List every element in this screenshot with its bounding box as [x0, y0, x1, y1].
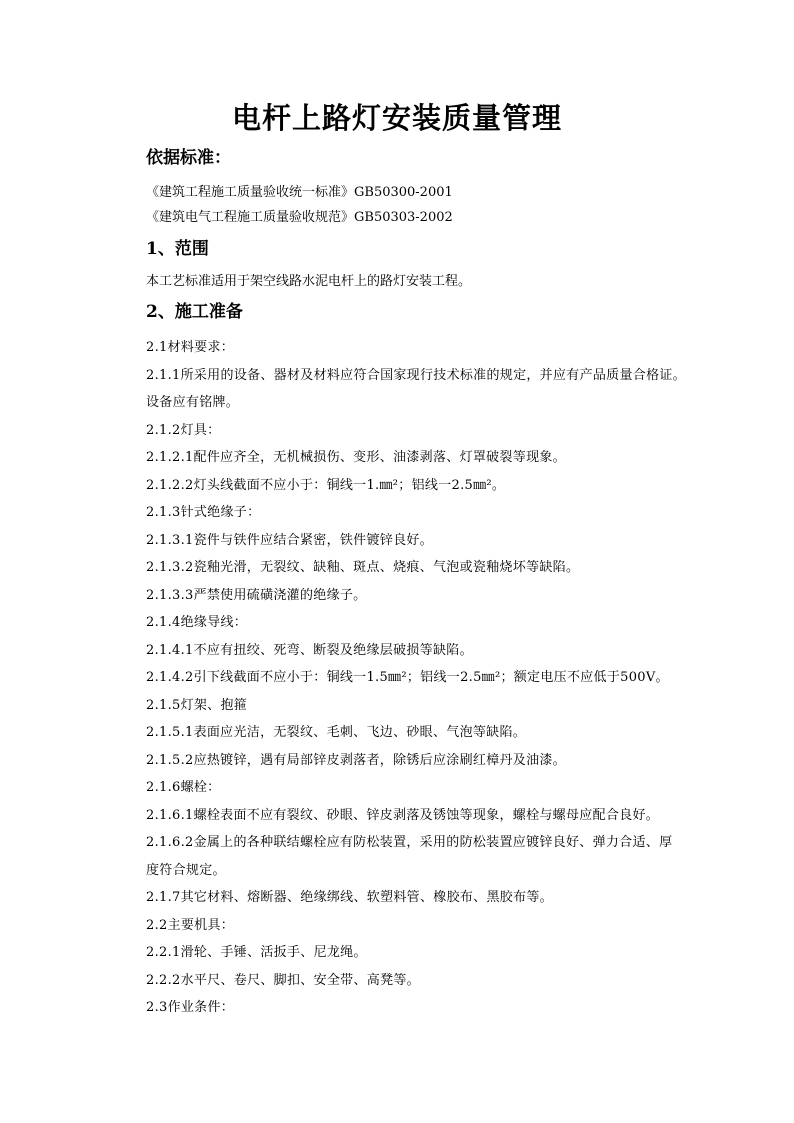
list-item: 2.1.5灯架、抱箍	[146, 697, 248, 713]
list-item: 2.1.2.1配件应齐全，无机械损伤、变形、油漆剥落、灯罩破裂等现象。	[146, 450, 566, 465]
list-item: 2.3作业条件：	[146, 1000, 235, 1015]
list-item: 设备应有铭牌。	[146, 395, 240, 410]
list-item: 2.1.4.2引下线截面不应小于：铜线一1.5㎜²；铝线一2.5㎜²；额定电压不应低于500V。	[146, 670, 669, 685]
list-item: 2.2.1滑轮、手锤、活扳手、尼龙绳。	[146, 945, 367, 960]
list-item: 2.1.6.1螺栓表面不应有裂纹、砂眼、锌皮剥落及锈蚀等现象，螺栓与螺母应配合良好。	[146, 807, 660, 823]
list-item: 2.1材料要求：	[146, 340, 235, 355]
list-item: 2.1.4.1不应有扭绞、死弯、断裂及绝缘层破损等缺陷。	[146, 642, 473, 658]
scope-text: 本工艺标准适用于架空线路水泥电杆上的路灯安装工程。	[146, 274, 472, 289]
list-item: 2.1.3.3严禁使用硫磺浇灌的绝缘子。	[146, 587, 367, 603]
list-item: 2.1.2灯具：	[146, 422, 221, 438]
list-item: 2.1.3.2瓷釉光滑，无裂纹、缺釉、斑点、烧痕、气泡或瓷釉烧坏等缺陷。	[146, 560, 580, 575]
list-item: 2.2主要机具：	[146, 917, 235, 933]
list-item: 2.1.1所采用的设备、器材及材料应符合国家现行技术标准的规定，并应有产品质量合格证。	[146, 367, 686, 383]
list-item: 2.1.3针式绝缘子：	[146, 505, 261, 520]
section-heading-scope: 1、范围	[146, 239, 209, 259]
list-item: 2.1.7其它材料、熔断器、绝缘绑线、软塑料管、橡胶布、黑胶布等。	[146, 890, 553, 905]
list-item: 2.1.6.2金属上的各种联结螺栓应有防松装置，采用的防松装置应镀锌良好、弹力合适、厚	[146, 835, 673, 850]
list-item: 2.1.2.2灯头线截面不应小于：铜线一1.㎜²；铝线一2.5㎜²。	[146, 477, 506, 493]
basis-heading: 依据标准：	[146, 148, 231, 168]
standard-reference: 《建筑工程施工质量验收统一标准》GB50300-2001	[146, 185, 453, 200]
list-item: 2.1.4绝缘导线：	[146, 615, 248, 630]
preparation-list	[146, 334, 706, 1022]
list-item: 2.1.3.1瓷件与铁件应结合紧密，铁件镀锌良好。	[146, 532, 433, 548]
list-item: 2.1.5.1表面应光洁，无裂纹、毛刺、飞边、砂眼、气泡等缺陷。	[146, 725, 527, 740]
document-title: 电杆上路灯安装质量管理	[231, 101, 562, 135]
standard-reference: 《建筑电气工程施工质量验收规范》GB50303-2002	[146, 210, 453, 225]
section-heading-preparation: 2、施工准备	[146, 302, 243, 322]
list-item: 2.1.6螺栓：	[146, 780, 221, 795]
list-item: 2.1.5.2应热镀锌，遇有局部锌皮剥落者，除锈后应涂刷红樟丹及油漆。	[146, 752, 566, 768]
list-item: 度符合规定。	[146, 862, 226, 878]
list-item: 2.2.2水平尺、卷尺、脚扣、安全带、高凳等。	[146, 972, 420, 988]
